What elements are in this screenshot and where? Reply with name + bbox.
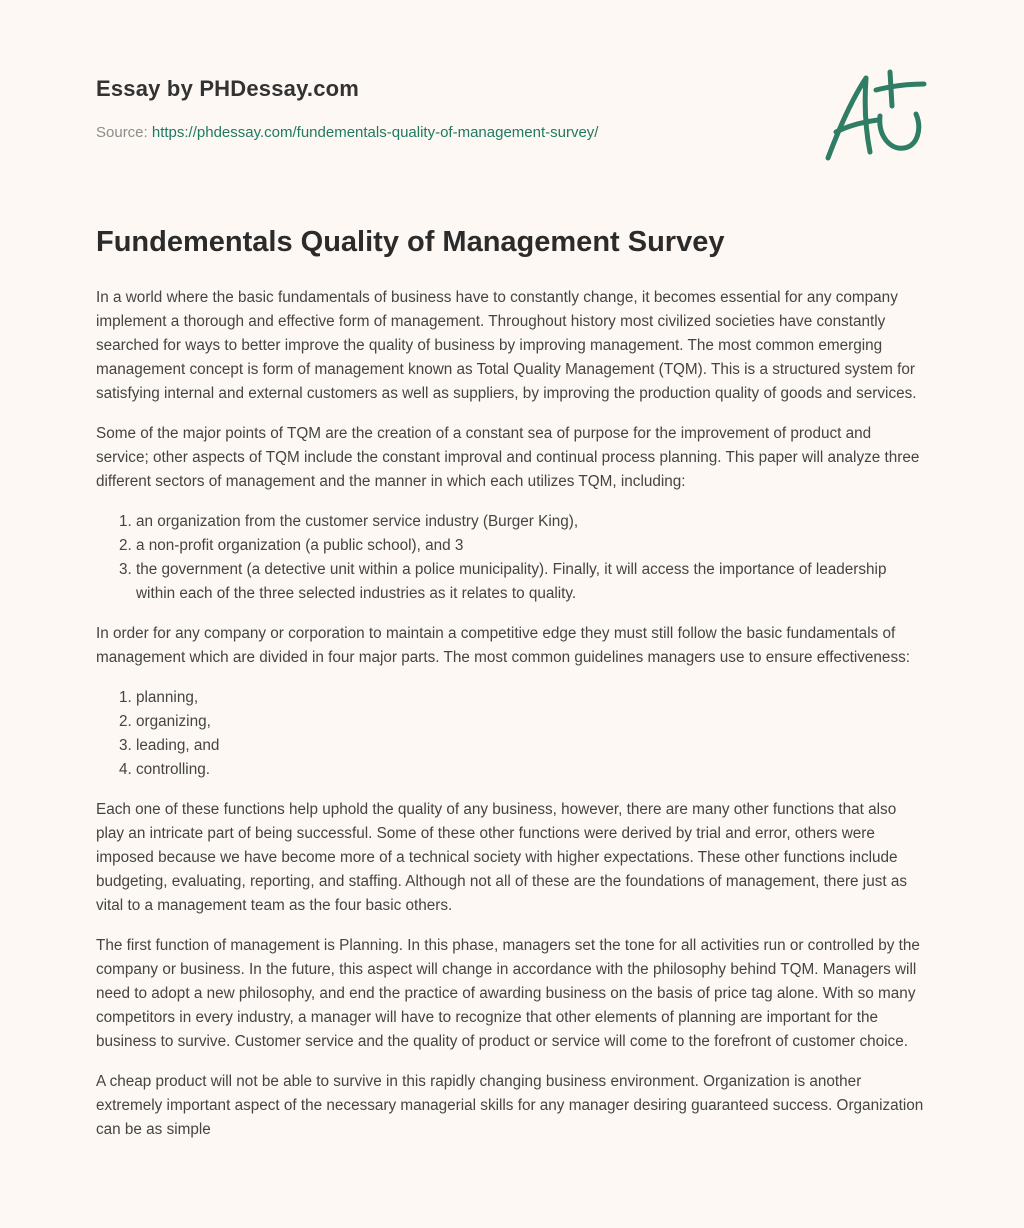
source-line [96, 124, 598, 141]
list-item: 3. leading, and [136, 734, 928, 758]
list-item: 3. the government (a detective unit within a police municipality). Finally, it will access the importance of leadership within each of the three selected industries as it relates to quality. [136, 558, 928, 606]
paragraph-1: In a world where the basic fundamentals of business have to constantly change, it becomes essential for any company implement a thorough and effective form of management. Throughout history most civilized societies have constantly searched for ways to better improve the quality of business by improving management. The most common emerging management concept is form of management known as Total Quality Management (TQM). This is a structured system for satisfying internal and external customers as well as suppliers, by improving the production quality of goods and services. [96, 289, 917, 402]
list-item: 1. an organization from the customer service industry (Burger King), [136, 510, 928, 534]
list-item: 4. controlling. [136, 758, 928, 782]
functions-list [96, 686, 928, 782]
list-item: 2. organizing, [136, 710, 928, 734]
document-title: Fundementals Quality of Management Survey [96, 226, 725, 258]
source-label: Source: [96, 124, 148, 141]
sectors-list [96, 510, 928, 606]
paragraph-6: A cheap product will not be able to survive in this rapidly changing business environment. Organization is another extremely important aspect of the necessary managerial skills for any manager desiring guaranteed success. Organization can be as simple [96, 1073, 924, 1138]
source-link[interactable]: https://phdessay.com/fundementals-quality-of-management-survey/ [151, 124, 599, 141]
a-plus-logo [820, 66, 930, 166]
a-plus-logo-icon [820, 66, 930, 166]
site-title: Essay by PHDessay.com [96, 76, 360, 101]
list-item: 1. planning, [136, 686, 928, 710]
paragraph-4: Each one of these functions help uphold the quality of any business, however, there are many other functions that also play an intricate part of being successful. Some of these other functions were derived by trial and error, others were imposed because we have become more of a technical society with higher expectations. These other functions include budgeting, evaluating, reporting, and staffing. Although not all of these are the foundations of management, there just as vital to a management team as the four basic others. [96, 801, 908, 914]
paragraph-5: The first function of management is Planning. In this phase, managers set the tone for all activities run or controlled by the company or business. In the future, this aspect will change in accordance with the philosophy behind TQM. Managers will need to adopt a new philosophy, and end the practice of awarding business on the basis of price tag alone. With so many competitors in every industry, a manager will have to recognize that other elements of planning are important for the business to survive. Customer service and the quality of product or service will come to the forefront of customer choice. [96, 937, 920, 1050]
paragraph-3: In order for any company or corporation to maintain a competitive edge they must still follow the basic fundamentals of management which are divided in four major parts. The most common guidelines managers use to ensure effectiveness: [96, 625, 910, 666]
paragraph-2: Some of the major points of TQM are the creation of a constant sea of purpose for the improvement of product and service; other aspects of TQM include the constant improval and continual process planning. This paper will analyze three different sectors of management and the manner in which each utilizes TQM, including: [96, 425, 920, 490]
essay-content [96, 286, 928, 1158]
list-item: 2. a non-profit organization (a public school), and 3 [136, 534, 928, 558]
